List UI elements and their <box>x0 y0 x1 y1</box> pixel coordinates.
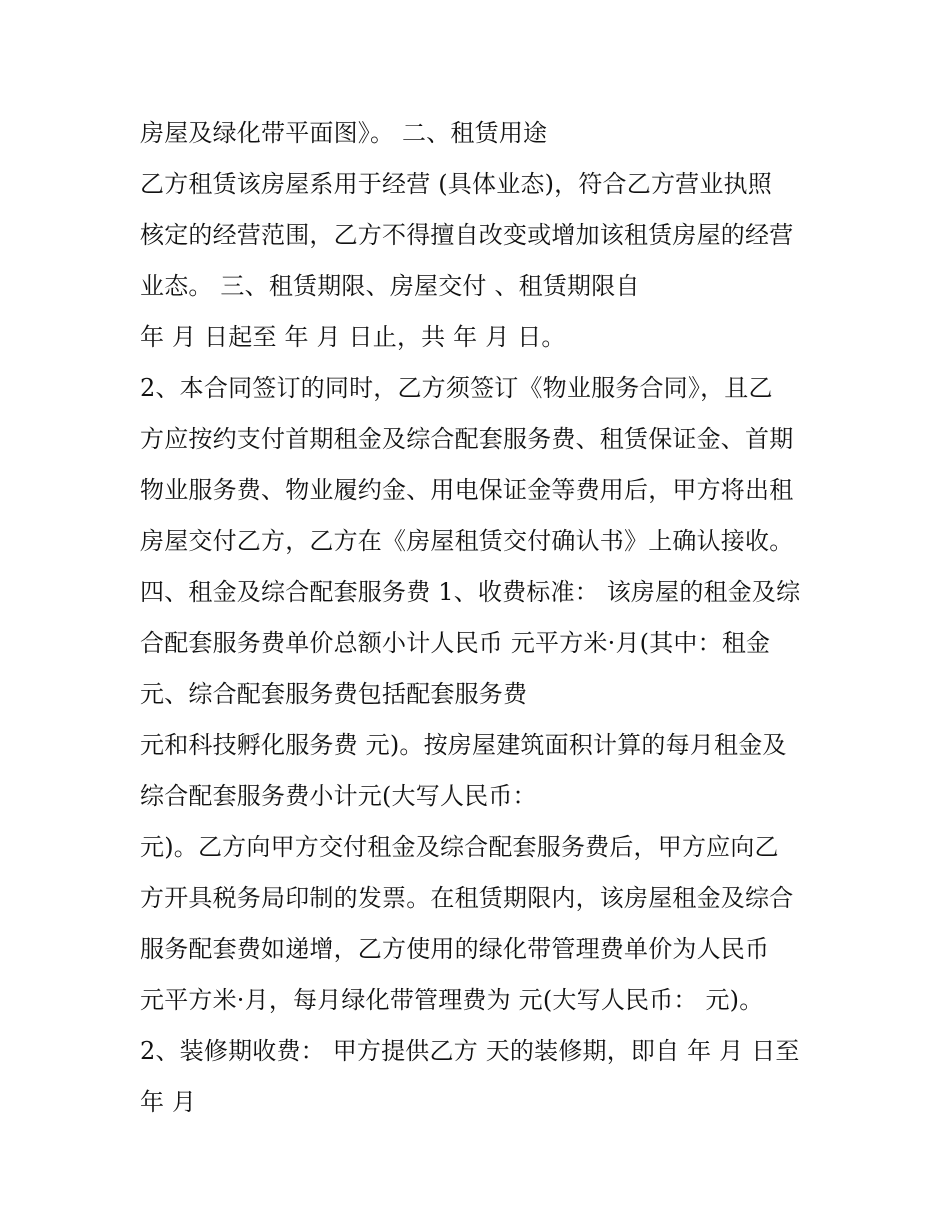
text-line: 2、装修期收费： 甲方提供乙方 天的装修期，即自 年 月 日至 <box>140 1037 800 1065</box>
text-line: 房屋及绿化带平面图》。 二、租赁用途 <box>140 119 548 147</box>
text-line: 综合配套服务费小计元(大写人民币： <box>140 782 537 810</box>
text-line: 方开具税务局印制的发票。在租赁期限内，该房屋租金及综合 <box>140 884 794 912</box>
text-line: 元、综合配套服务费包括配套服务费 <box>140 680 528 708</box>
text-line: 业态。 三、租赁期限、房屋交付 、租赁期限自 <box>140 272 640 300</box>
text-line: 元和科技孵化服务费 元)。按房屋建筑面积计算的每月租金及 <box>140 731 787 759</box>
text-line: 方应按约支付首期租金及综合配套服务费、租赁保证金、首期 <box>140 425 794 453</box>
text-line: 元)。乙方向甲方交付租金及综合配套服务费后，甲方应向乙 <box>140 833 779 861</box>
text-line: 合配套服务费单价总额小计人民币 元平方米·月(其中：租金 <box>140 629 771 657</box>
text-line: 房屋交付乙方，乙方在《房屋租赁交付确认书》上确认接收。 <box>140 527 794 555</box>
contract-text <box>140 108 830 1128</box>
text-line: 核定的经营范围，乙方不得擅自改变或增加该租赁房屋的经营 <box>140 221 794 249</box>
text-line: 元平方米·月，每月绿化带管理费为 元(大写人民币： 元)。 <box>140 986 764 1014</box>
text-line: 四、租金及综合配套服务费 1、收费标准： 该房屋的租金及综 <box>140 578 801 606</box>
text-line: 2、本合同签订的同时，乙方须签订《物业服务合同》，且乙 <box>140 374 773 402</box>
text-line: 物业服务费、物业履约金、用电保证金等费用后，甲方将出租 <box>140 476 794 504</box>
text-line: 乙方租赁该房屋系用于经营 (具体业态)，符合乙方营业执照 <box>140 170 772 198</box>
text-line: 年 月 <box>140 1088 197 1116</box>
text-line: 服务配套费如递增，乙方使用的绿化带管理费单价为人民币 <box>140 935 770 963</box>
text-line: 年 月 日起至 年 月 日止，共 年 月 日。 <box>140 323 566 351</box>
